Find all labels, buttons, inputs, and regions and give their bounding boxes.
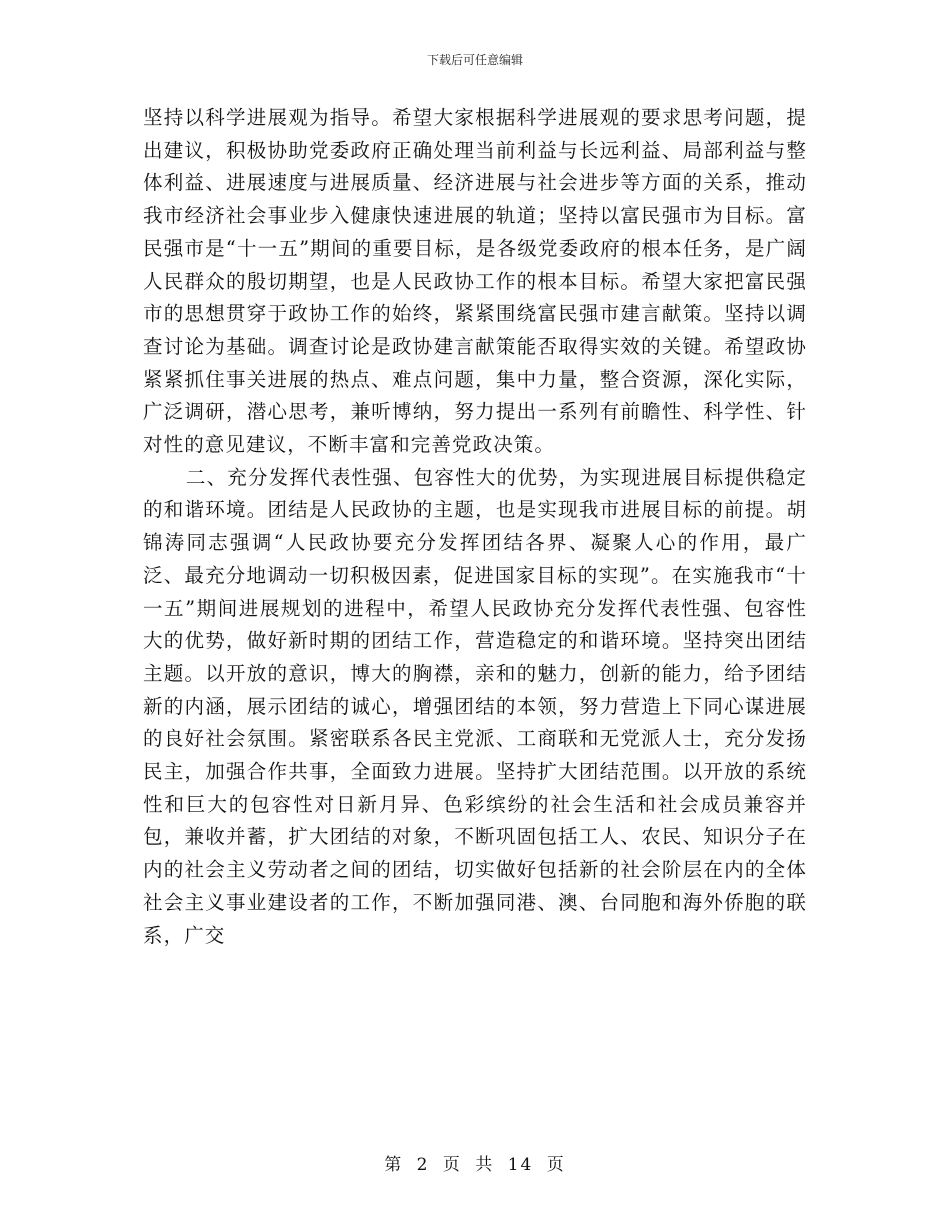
footer-label-ye-end: 页 bbox=[546, 1155, 566, 1175]
page-header: 下载后可任意编辑 bbox=[426, 53, 523, 67]
document-body bbox=[143, 102, 807, 952]
page-number-footer bbox=[0, 1154, 950, 1176]
paragraph-1: 坚持以科学进展观为指导。希望大家根据科学进展观的要求思考问题，提出建议，积极协助党委政府正确处理当前利益与长远利益、局部利益与整体利益、进展速度与进展质量、经济进展与社会进步等方面的关系，推动我市经济社会事业步入健康快速进展的轨道；坚持以富民强市为目标。富民强市是“十一五”期间的重要目标，是各级党委政府的根本任务，是广阔人民群众的殷切期望，也是人民政协工作的根本目标。希望大家把富民强市的思想贯穿于政协工作的始终，紧紧围绕富民强市建言献策。坚持以调查讨论为基础。调查讨论是政协建言献策能否取得实效的关键。希望政协紧紧抓住事关进展的热点、难点问题，集中力量，整合资源，深化实际，广泛调研，潜心思考，兼听博纳，努力提出一系列有前瞻性、科学性、针对性的意见建议，不断丰富和完善党政决策。 bbox=[143, 106, 807, 457]
footer-label-di: 第 bbox=[384, 1155, 404, 1175]
total-pages-number: 14 bbox=[507, 1155, 534, 1175]
footer-label-gong: 共 bbox=[475, 1155, 495, 1175]
current-page-number: 2 bbox=[416, 1155, 430, 1175]
footer-label-ye: 页 bbox=[442, 1155, 462, 1175]
paragraph-2: 二、充分发挥代表性强、包容性大的优势，为实现进展目标提供稳定的和谐环境。团结是人民政协的主题，也是实现我市进展目标的前提。胡锦涛同志强调“人民政协要充分发挥团结各界、凝聚人心的作用，最广泛、最充分地调动一切积极因素，促进国家目标的实现”。在实施我市“十一五”期间进展规划的进程中，希望人民政协充分发挥代表性强、包容性大的优势，做好新时期的团结工作，营造稳定的和谐环境。坚持突出团结主题。以开放的意识，博大的胸襟，亲和的魅力，创新的能力，给予团结新的内涵，展示团结的诚心，增强团结的本领，努力营造上下同心谋进展的良好社会氛围。紧密联系各民主党派、工商联和无党派人士，充分发扬民主，加强合作共事，全面致力进展。坚持扩大团结范围。以开放的系统性和巨大的包容性对日新月异、色彩缤纷的社会生活和社会成员兼容并包，兼收并蓄，扩大团结的对象，不断巩固包括工人、农民、知识分子在内的社会主义劳动者之间的团结，切实做好包括新的社会阶层在内的全体社会主义事业建设者的工作，不断加强同港、澳、台同胞和海外侨胞的联系，广交 bbox=[143, 465, 807, 947]
